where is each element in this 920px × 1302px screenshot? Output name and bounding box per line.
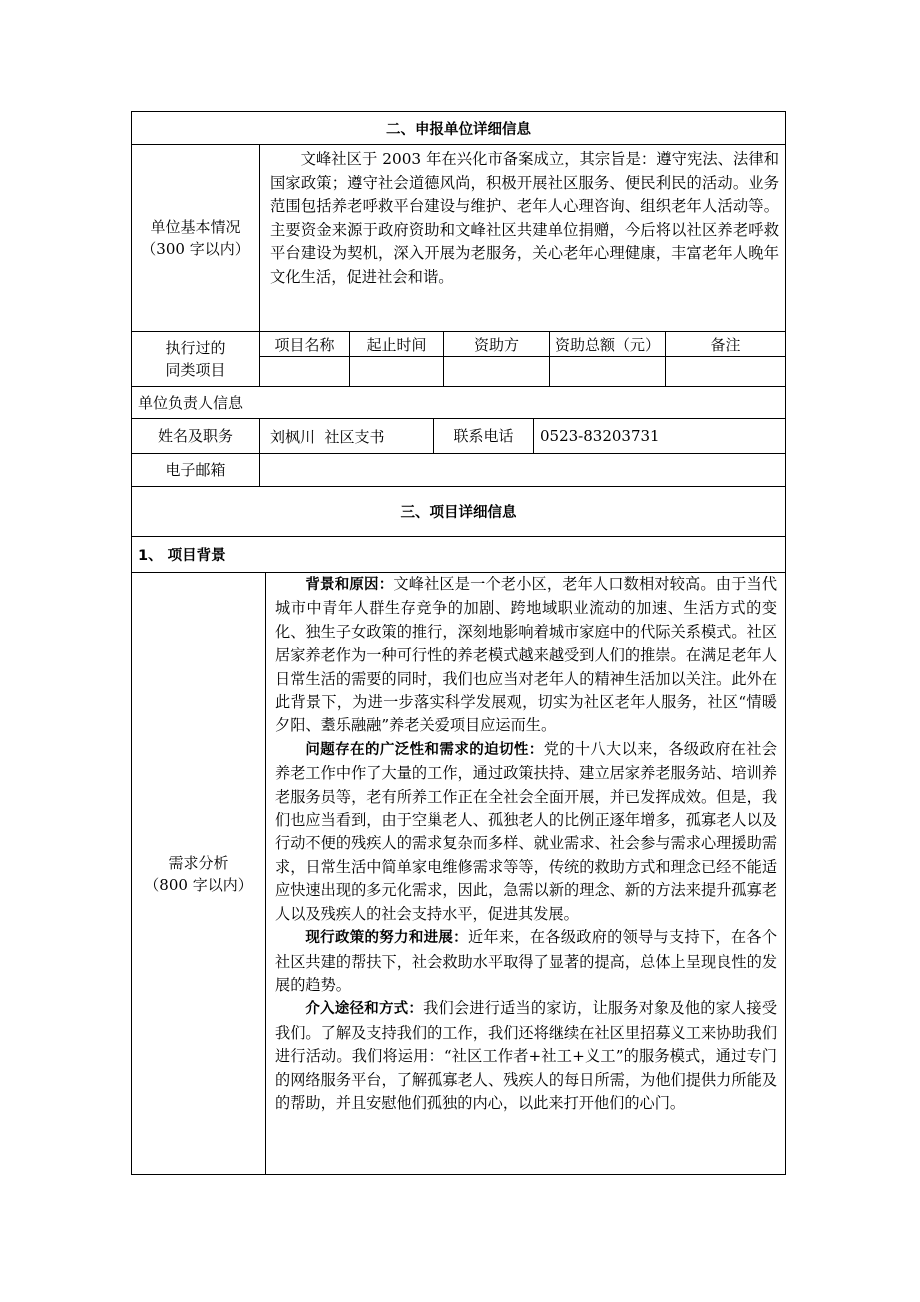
- needs-analysis-label: 需求分析 （800 字以内）: [132, 573, 266, 1174]
- th-total-amount: 资助总额（元）: [550, 332, 666, 356]
- paragraph-urgency: 问题存在的广泛性和需求的迫切性：党的十八大以来，各级政府在社会养老工作中作了大量的工作，通过政策扶持、建立居家养老服务站、培训养老服务员等，老有所养工作正在全社会全面开展，并已发挥成效。但是，我们也应当看到，由于空巢老人、孤独老人的比例正逐年增多，孤寡老人以及行动不便的残疾人的需求复杂而多样、就业需求、社会参与需求心理援助需求，日常生活中简单家电维修需求等等，传统的救助方式和理念已经不能适应快速出现的多元化需求，因此，急需以新的理念、新的方法来提升孤寡老人以及残疾人的社会支持水平，促进其发展。: [275, 739, 778, 923]
- phone-label: 联系电话: [434, 419, 534, 453]
- application-form: [131, 111, 786, 1175]
- past-projects-table: [260, 332, 785, 386]
- th-remarks: 备注: [710, 335, 741, 354]
- basic-info-row: [131, 145, 786, 332]
- past-projects-row: [131, 332, 786, 387]
- leader-info-row: 单位负责人信息: [131, 387, 786, 419]
- paragraph-background: 背景和原因：文峰社区是一个老小区，老年人口数相对较高。由于当代城市中青年人群生存竞争的加剧、跨地域职业流动的加速、生活方式的变化、独生子女政策的推行，深刻地影响着城市家庭中的代际关系模式。社区居家养老作为一种可行性的养老模式越来越受到人们的推崇。在满足老年人日常生活的需要的同时，我们也应当对老年人的精神生活加以关注。此外在此背景下，为进一步落实科学发展观，切实为社区老年人服务，社区“情暖夕阳、耋乐融融”养老关爱项目应运而生。: [275, 575, 777, 735]
- email-row: [131, 454, 786, 487]
- th-period: 起止时间: [350, 332, 444, 356]
- basic-info-text: 文峰社区于 2003 年在兴化市备案成立，其宗旨是：遵守宪法、法律和国家政策；遵守社会道德风尚，积极开展社区服务、便民利民的活动。业务范围包括养老呼救平台建设与维护、老年人心理咨询、组织老年人活动等。主要资金来源于政府资助和文峰社区共建单位捐赠，今后将以社区养老呼救平台建设为契机，深入开展为老服务，关心老年心理健康，丰富老年人晚年文化生活，促进社会和谐。: [270, 150, 779, 286]
- name-title-label: 姓名及职务: [132, 419, 260, 453]
- phone-value: 0523-83203731: [540, 427, 660, 445]
- paragraph-approach: 介入途径和方式：我们会进行适当的家访，让服务对象及他的家人接受我们。了解及支持我们的工作，我们还将继续在社区里招募义工来协助我们进行活动。我们将运用：“社区工作者+社工+义工”的服务模式，通过专门的网络服务平台，了解孤寡老人、残疾人的每日所需，为他们提供力所能及的帮助，并且安慰他们孤独的内心，以此来打开他们的心门。: [275, 999, 778, 1112]
- td-empty: [550, 357, 666, 386]
- paragraph-policy: 现行政策的努力和进展：近年来，在各级政府的领导与支持下，在各个社区共建的帮扶下，社会救助水平取得了显著的提高，总体上呈现良性的发展的趋势。: [275, 928, 778, 994]
- section3-title: 三、项目详细信息: [131, 487, 786, 537]
- basic-info-label: 单位基本情况 （300 字以内）: [132, 145, 260, 331]
- td-empty: [350, 357, 444, 386]
- past-projects-empty-row: [260, 357, 785, 386]
- needs-analysis-text: [266, 573, 785, 1174]
- th-funder: 资助方: [444, 332, 550, 356]
- td-empty: [260, 357, 350, 386]
- name-phone-row: [131, 419, 786, 454]
- background-heading: 1、 项目背景: [131, 537, 786, 573]
- needs-analysis-row: [131, 573, 786, 1175]
- name-title-value: 刘枫川 社区支书: [260, 419, 434, 453]
- td-empty: [444, 357, 550, 386]
- past-projects-header: [260, 332, 785, 357]
- td-empty: [666, 357, 785, 386]
- past-projects-label: 执行过的 同类项目: [132, 332, 260, 386]
- email-label: 电子邮箱: [132, 454, 260, 486]
- section2-title: 二、申报单位详细信息: [131, 111, 786, 145]
- email-value: [260, 454, 785, 486]
- th-project-name: 项目名称: [260, 332, 350, 356]
